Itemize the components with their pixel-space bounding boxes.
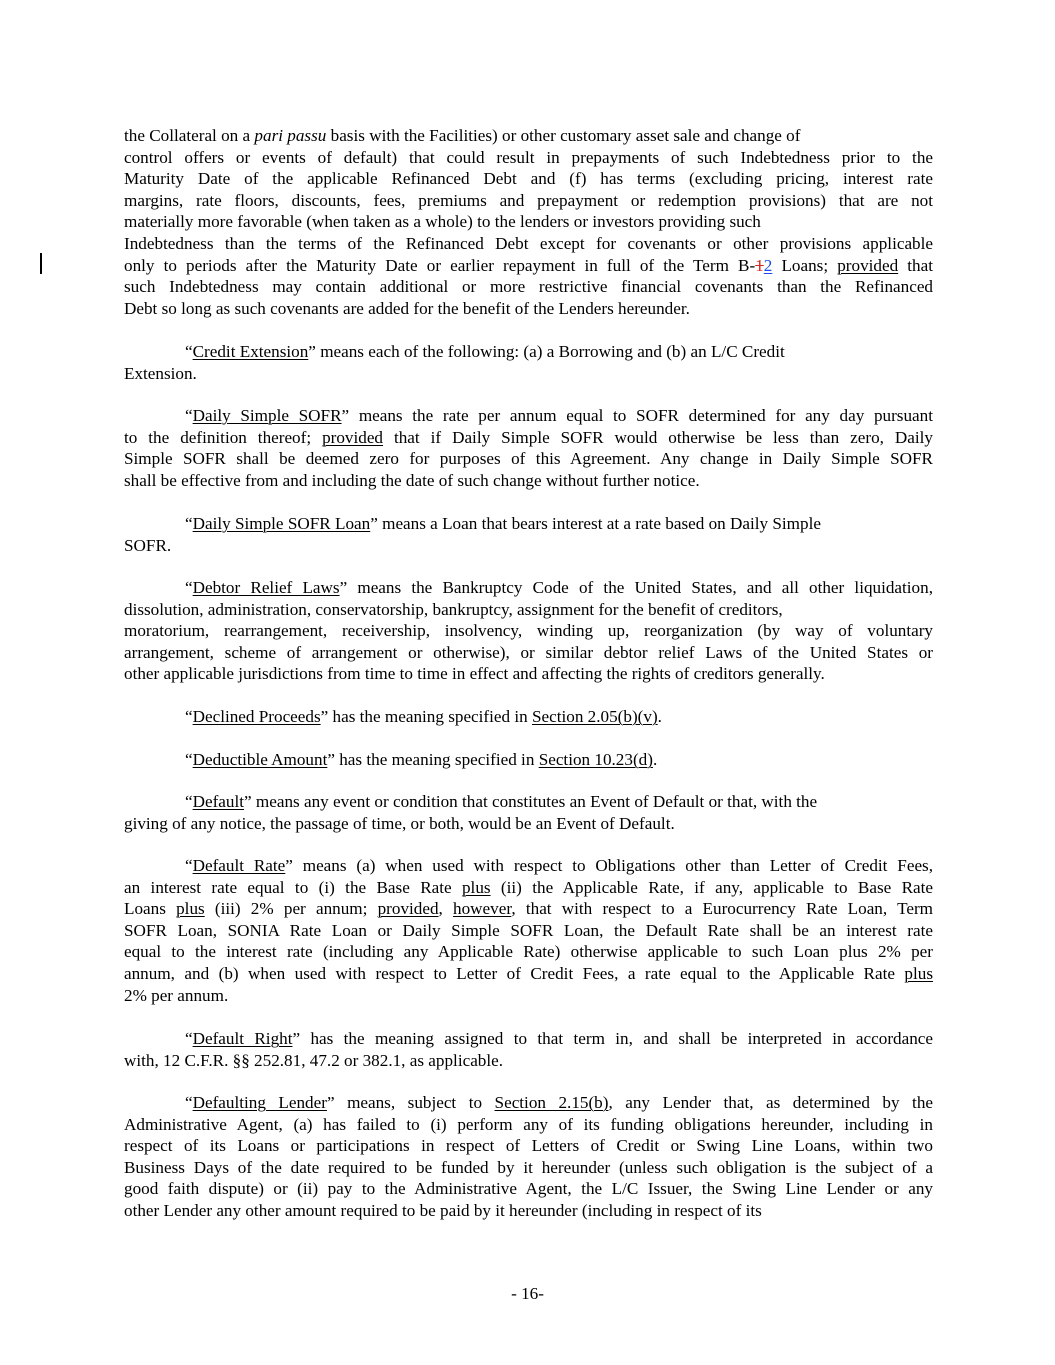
text-line: SOFR Loan, SONIA Rate Loan or Daily Simple SOFR Loan, the Default Rate shall be an interest rate xyxy=(124,920,933,940)
defined-term: Daily Simple SOFR Loan xyxy=(192,514,371,533)
text-line: Business Days of the date required to be funded by it hereunder (unless such obligation is the subject of a xyxy=(124,1157,933,1177)
deleted-text: 1 xyxy=(755,255,764,275)
text-line: “Debtor Relief Laws” means the Bankruptcy Code of the United States, and all other liquidation, xyxy=(185,578,933,597)
text-line: shall be effective from and including the date of such change without further notice. xyxy=(124,470,700,490)
text-line: Indebtedness than the terms of the Refinanced Debt except for covenants or other provisions applicable xyxy=(124,233,933,253)
definition-deductible-amount xyxy=(124,749,933,771)
section-reference[interactable]: Section 2.05(b)(v) xyxy=(531,707,658,726)
definition-credit-extension xyxy=(124,341,933,384)
text-line: “Default” means any event or condition that constitutes an Event of Default or that, with the xyxy=(185,792,818,811)
definition-daily-simple-sofr xyxy=(124,405,933,491)
text-line: SOFR. xyxy=(124,535,172,555)
text-line: other Lender any other amount required to be paid by it hereunder (including in respect of its xyxy=(124,1200,762,1220)
text-line: Administrative Agent, (a) has failed to (i) perform any of its funding obligations hereunder, including in xyxy=(124,1114,933,1134)
text-line: Maturity Date of the applicable Refinanced Debt and (f) has terms (excluding pricing, interest rate xyxy=(124,169,933,189)
text-line: control offers or events of default) that could result in prepayments of such Indebtedness prior to the xyxy=(124,147,933,167)
text-line: “Daily Simple SOFR” means the rate per annum equal to SOFR determined for any day pursuant xyxy=(185,406,933,425)
text-line: “Daily Simple SOFR Loan” means a Loan that bears interest at a rate based on Daily Simple xyxy=(185,514,821,533)
defined-term: Deductible Amount xyxy=(192,750,328,769)
change-bar-marker xyxy=(40,253,42,274)
text-line: arrangement, scheme of arrangement or otherwise), or similar debtor relief Laws of the United States or xyxy=(124,642,933,662)
text-line: an interest rate equal to (i) the Base Rate plus (ii) the Applicable Rate, if any, applicable to Base Rate xyxy=(124,877,934,897)
defined-term: Debtor Relief Laws xyxy=(192,578,340,597)
defined-term: Default Right xyxy=(192,1029,293,1048)
text-line: “Declined Proceeds” has the meaning specified in Section 2.05(b)(v). xyxy=(185,707,662,726)
definition-default-right xyxy=(124,1028,933,1071)
text-line: margins, rate floors, discounts, fees, premiums and prepayment or redemption provisions) that are not xyxy=(124,190,933,210)
text-line: respect of its Loans or participations in respect of Letters of Credit or Swing Line Loans, within two xyxy=(124,1136,933,1156)
definition-debtor-relief-laws xyxy=(124,577,933,685)
definition-default-rate xyxy=(124,855,933,1006)
text-line: with, 12 C.F.R. §§ 252.81, 47.2 or 382.1, as applicable. xyxy=(124,1050,504,1070)
text-line: 2% per annum. xyxy=(124,985,229,1005)
defined-term: Declined Proceeds xyxy=(192,707,321,726)
text-line: materially more favorable (when taken as a whole) to the lenders or investors providing such xyxy=(124,212,761,232)
page-number: - 16- xyxy=(511,1284,544,1303)
text-line: “Defaulting Lender” means, subject to Section 2.15(b), any Lender that, as determined by the xyxy=(185,1093,933,1112)
defined-term: Default xyxy=(192,792,245,811)
text-line: Loans plus (iii) 2% per annum; provided, however, that with respect to a Eurocurrency Rate Loan, Term xyxy=(124,899,933,919)
defined-term: Defaulting Lender xyxy=(192,1093,327,1112)
continuation-paragraph xyxy=(124,125,933,319)
text-line: such Indebtedness may contain additional or more restrictive financial covenants than the Refinanced xyxy=(124,277,933,297)
text-line: “Default Right” has the meaning assigned to that term in, and shall be interpreted in accordance xyxy=(185,1029,933,1048)
text-line: only to periods after the Maturity Date or earlier repayment in full of the Term B-12 Loans; provided that xyxy=(124,255,933,275)
text-line: Extension. xyxy=(124,363,197,383)
definition-daily-simple-sofr-loan xyxy=(124,513,933,556)
text-line: annum, and (b) when used with respect to Letter of Credit Fees, a rate equal to the Applicable Rate plus xyxy=(124,963,933,983)
text-line: moratorium, rearrangement, receivership, insolvency, winding up, reorganization (by way of voluntary xyxy=(124,621,933,641)
defined-term: Credit Extension xyxy=(192,342,309,361)
text-line: “Credit Extension” means each of the following: (a) a Borrowing and (b) an L/C Credit xyxy=(185,342,785,361)
defined-term: Default Rate xyxy=(192,856,286,875)
text-line: good faith dispute) or (ii) pay to the Administrative Agent, the L/C Issuer, the Swing Line Lender or any xyxy=(124,1179,933,1199)
section-reference[interactable]: Section 10.23(d) xyxy=(538,750,653,769)
definition-declined-proceeds xyxy=(124,706,933,728)
text-line: “Default Rate” means (a) when used with respect to Obligations other than Letter of Credit Fees, xyxy=(185,856,934,875)
text-line: Simple SOFR shall be deemed zero for purposes of this Agreement. Any change in Daily Simple SOFR xyxy=(124,449,933,469)
text-line: Debt so long as such covenants are added for the benefit of the Lenders hereunder. xyxy=(124,298,690,318)
text-line: dissolution, administration, conservatorship, bankruptcy, assignment for the benefit of creditors, xyxy=(124,599,783,619)
defined-term: Daily Simple SOFR xyxy=(192,406,342,425)
text-line: to the definition thereof; provided that if Daily Simple SOFR would otherwise be less than zero, Daily xyxy=(124,427,934,447)
section-reference[interactable]: Section 2.15(b) xyxy=(494,1093,609,1112)
inserted-text: 2 xyxy=(763,255,773,275)
text-line: the Collateral on a pari passu basis with the Facilities) or other customary asset sale and change of xyxy=(124,126,801,145)
definition-default xyxy=(124,791,933,834)
text-line: “Deductible Amount” has the meaning specified in Section 10.23(d). xyxy=(185,750,658,769)
definition-defaulting-lender xyxy=(124,1092,933,1222)
text-line: other applicable jurisdictions from time to time in effect and affecting the rights of creditors generally. xyxy=(124,664,825,684)
text-line: equal to the interest rate (including any Applicable Rate) otherwise applicable to such Loan plus 2% per xyxy=(124,942,933,962)
text-line: giving of any notice, the passage of time, or both, would be an Event of Default. xyxy=(124,813,675,833)
